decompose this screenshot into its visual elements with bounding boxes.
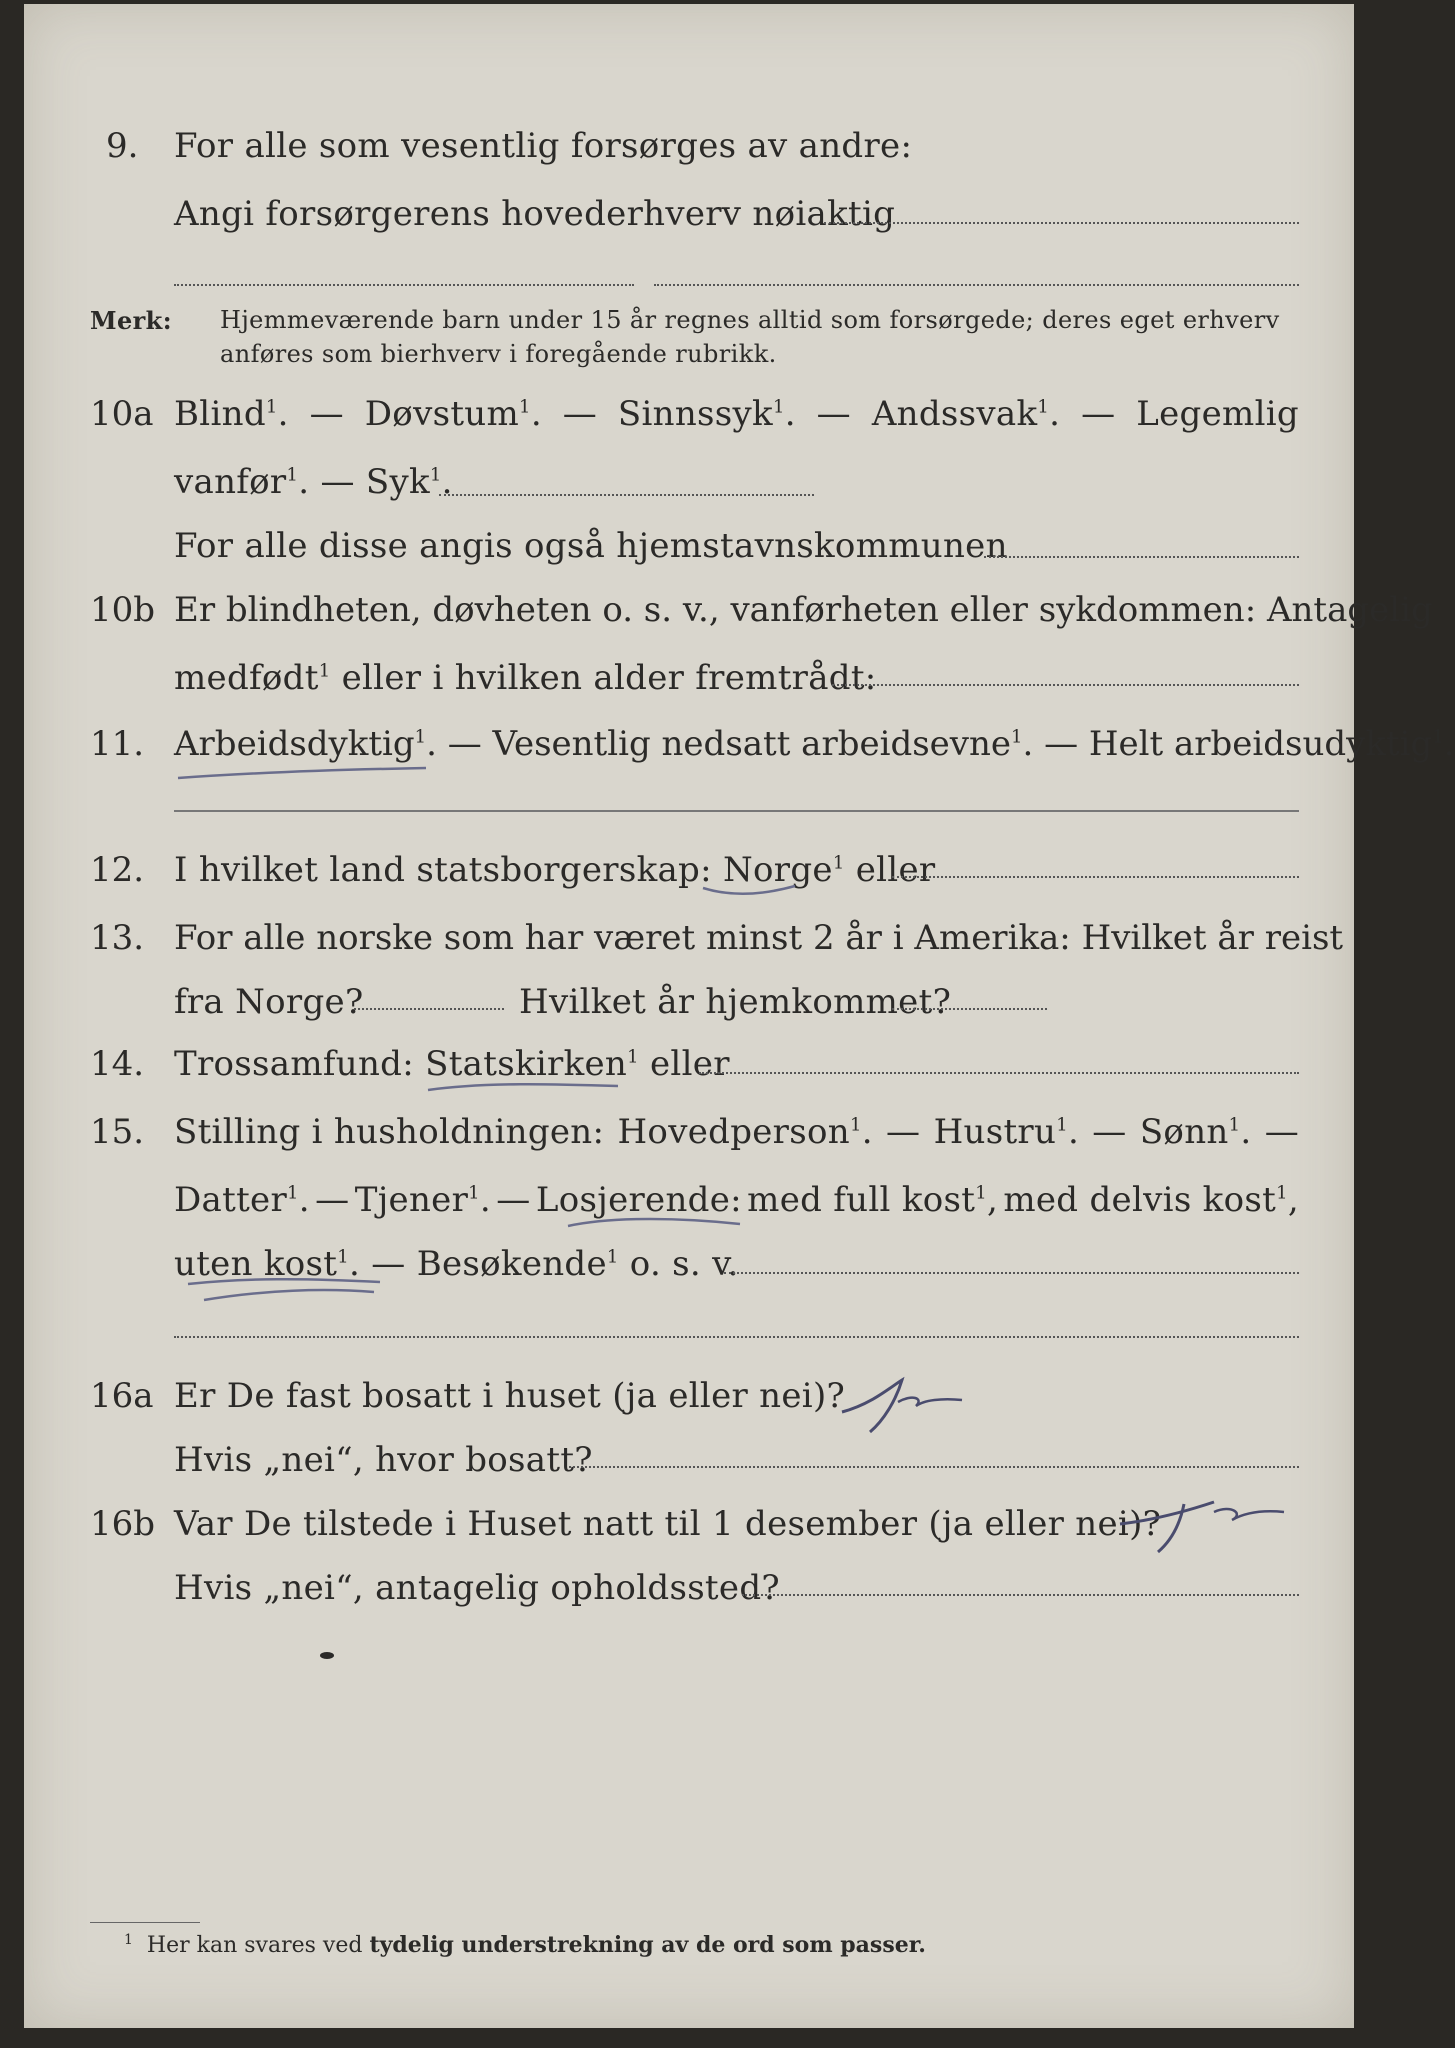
option-full-kost[interactable]: med full kost$^1$, (747, 1180, 999, 1220)
q16b-answer-field[interactable] (742, 1594, 1299, 1596)
q16b-line2: Hvis „nei“, antagelig opholdssted? (174, 1568, 780, 1608)
option-sonn[interactable]: Sønn$^1$. (1139, 1112, 1252, 1152)
option-besokende[interactable]: Besøkende$^1$ (416, 1244, 619, 1284)
census-form-page (24, 4, 1455, 2028)
q10a-line1: Blind$^1$. — Døvstum$^1$. — Sinnssyk$^1$. — Andssvak$^1$. — Legemlig (174, 394, 1299, 434)
q14-answer-field[interactable] (699, 1072, 1299, 1074)
option-udyktig[interactable]: . — Helt arbeidsudyktig (1022, 724, 1433, 764)
q15-line2: Datter$^1$. — Tjener$^1$. — Losjerende: med full kost$^1$, med delvis kost$^1$, (174, 1180, 1299, 1220)
q11-number: 11. (90, 724, 145, 764)
pencil-underline-uten-kost (184, 1274, 384, 1310)
option-hustru[interactable]: Hustru$^1$. (933, 1112, 1080, 1152)
q9-line2: Angi forsørgerens hovederhverv nøiaktig (174, 194, 896, 234)
q10b-line1: Er blindheten, døvheten o. s. v., vanførheten eller sykdommen: Antagelig (174, 590, 1433, 630)
q15-answer-field-2[interactable] (174, 1336, 1299, 1338)
q16a-answer-field[interactable] (569, 1466, 1299, 1468)
option-norge[interactable]: Norge (722, 850, 833, 890)
footnote-mark: 1 (124, 1932, 133, 1948)
q10a-line3: For alle disse angis også hjemstavnskommunen (174, 526, 1008, 566)
q13-line1: For alle norske som har været minst 2 år i Amerika: Hvilket år reist (174, 918, 1344, 958)
pencil-underline-losjerende (564, 1212, 744, 1234)
q10a-answer-field[interactable] (439, 494, 814, 496)
option-dovstum[interactable]: Døvstum$^1$. (364, 394, 542, 434)
pencil-underline-arbeidsdyktig (174, 760, 434, 786)
option-losjerende[interactable]: Losjerende: (535, 1180, 742, 1220)
option-datter[interactable]: Datter$^1$. (174, 1180, 310, 1220)
q14-line: Trossamfund: Statskirken$^1$ eller (174, 1044, 730, 1084)
pencil-underline-norge (699, 880, 799, 902)
q13-line2b: Hvilket år hjemkommet? (519, 982, 952, 1022)
option-sinnssyk[interactable]: Sinnssyk$^1$. (617, 394, 796, 434)
handwritten-answer-ja-16a (832, 1376, 972, 1436)
q15-line3: uten kost$^1$. — Besøkende$^1$ o. s. v. (174, 1244, 739, 1284)
q14-number: 14. (90, 1044, 145, 1084)
q9-answer-field-2a[interactable] (174, 284, 634, 286)
merk-label: Merk: (90, 306, 172, 335)
q13-departure-field[interactable] (354, 1008, 504, 1010)
option-uten-kost[interactable]: uten kost$^1$. (174, 1244, 361, 1284)
option-statskirken[interactable]: Statskirken (425, 1044, 628, 1084)
q15-answer-field[interactable] (724, 1272, 1299, 1274)
q11-rule (174, 810, 1299, 812)
q16a-line1: Er De fast bosatt i huset (ja eller nei)? (174, 1376, 846, 1416)
q12-number: 12. (90, 850, 145, 890)
option-medfodt[interactable]: medfødt (174, 658, 319, 698)
q10a-hometown-field[interactable] (984, 556, 1299, 558)
q12-answer-field[interactable] (892, 876, 1299, 878)
merk-line2: anføres som bierhverv i foregående rubrikk. (220, 340, 777, 368)
q16a-line2: Hvis „nei“, hvor bosatt? (174, 1440, 593, 1480)
q13-return-field[interactable] (892, 1008, 1047, 1010)
handwritten-answer-ja-16b (1114, 1490, 1294, 1560)
q9-line1: For alle som vesentlig forsørges av andre: (174, 126, 913, 166)
footnote-rule (90, 1922, 200, 1923)
q16b-number: 16b (90, 1504, 156, 1544)
q10b-number: 10b (90, 590, 156, 630)
q9-number: 9. (106, 126, 139, 166)
q16a-number: 16a (90, 1376, 154, 1416)
q15-line1: Stilling i husholdningen: Hovedperson$^1$. — Hustru$^1$. — Sønn$^1$. — (174, 1112, 1299, 1152)
q10a-line2: vanfør$^1$. — Syk$^1$. (174, 462, 453, 502)
ink-mark (320, 1652, 334, 1659)
option-nedsatt[interactable]: . — Vesentlig nedsatt arbeidsevne (426, 724, 1012, 764)
q12-line: I hvilket land statsborgerskap: Norge$^1$ eller (174, 850, 936, 890)
option-andssvak[interactable]: Andssvak$^1$. (871, 394, 1061, 434)
option-vanfor[interactable]: vanfør$^1$. (174, 462, 310, 502)
option-delvis-kost[interactable]: med delvis kost$^1$, (1003, 1180, 1299, 1220)
option-legemlig[interactable]: Legemlig (1136, 394, 1299, 434)
q15-number: 15. (90, 1112, 145, 1152)
q11-line: Arbeidsdyktig$^1$. — Vesentlig nedsatt arbeidsevne$^1$. — Helt arbeidsudyktig$^1$. (174, 724, 1455, 764)
q13-number: 13. (90, 918, 145, 958)
option-syk[interactable]: Syk$^1$. (365, 462, 453, 502)
q13-line2a: fra Norge? (174, 982, 364, 1022)
q10b-line2: medfødt$^1$ eller i hvilken alder fremtrådt: (174, 658, 877, 698)
option-arbeidsdyktig[interactable]: Arbeidsdyktig (174, 724, 415, 764)
q9-answer-field-2b[interactable] (654, 284, 1299, 286)
pencil-underline-statskirken (424, 1076, 624, 1096)
q16b-line1: Var De tilstede i Huset natt til 1 desember (ja eller nei)? (174, 1504, 1162, 1544)
q10a-number: 10a (90, 394, 154, 434)
footnote: $^1$ Her kan svares ved tydelig understrekning av de ord som passer. (124, 1932, 926, 1958)
option-hovedperson[interactable]: Hovedperson$^1$. (617, 1112, 873, 1152)
q9-answer-field[interactable] (824, 222, 1299, 224)
q10b-answer-field[interactable] (832, 684, 1299, 686)
option-tjener[interactable]: Tjener$^1$. (354, 1180, 492, 1220)
option-blind[interactable]: Blind$^1$. (174, 394, 289, 434)
merk-line1: Hjemmeværende barn under 15 år regnes alltid som forsørgede; deres eget erhverv (220, 306, 1280, 334)
